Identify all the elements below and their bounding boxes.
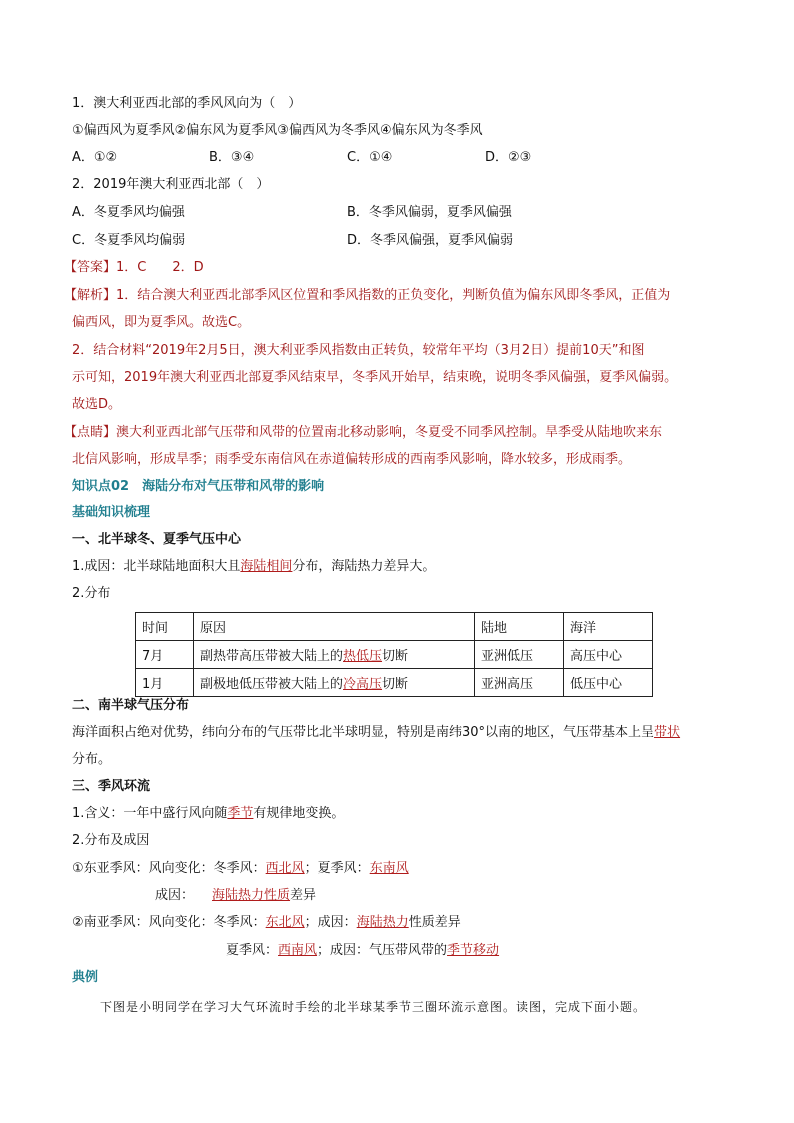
example-text: 下图是小明同学在学习大气环流时手绘的北半球某季节三圈环流示意图。读图，完成下面小题。 [100,1000,647,1014]
analysis-line-3: 2．结合材料“2019年2月5日，澳大利亚季风指数由正转负，较常年平均（3月2日）提前10天”和图 [72,343,645,358]
row-reason-pre: 副极地低压带被大陆上的 [200,677,344,692]
header-sea: 海洋 [564,613,653,641]
comment-tag: 【点睛】 [64,425,117,440]
answer-tag: 【答案】 [64,260,117,275]
q2-option-d: D．冬季风偏强，夏季风偏弱 [347,233,514,248]
part1-heading: 一、北半球冬、夏季气压中心 [72,532,242,547]
row-reason [194,641,475,669]
part1-dist: 2.分布 [72,586,111,601]
sa-cause-post: 性质差异 [408,915,461,930]
part1-cause [72,558,435,576]
ea-pre: ①东亚季风：风向变化：冬季风： [72,861,266,876]
east-asia-cause [155,887,316,905]
analysis-text-1: 1．结合澳大利亚西北部季风区位置和季风指数的正负变化，判断负值为偏东风即冬季风，正值为 [116,288,671,303]
sa-winter: 东北风 [265,915,305,930]
ea-cause-post: 差异 [290,888,317,903]
sa-mid: ；成因： [304,915,357,930]
part3-heading: 三、季风环流 [72,779,151,794]
part2-line-1-pre: 海洋面积占绝对优势，纬向分布的气压带比北半球明显，特别是南纬30°以南的地区，气压带基本上呈 [72,725,655,740]
q1-stem: 1．澳大利亚西北部的季风风向为（ ） [72,96,302,111]
row-land: 亚洲低压 [475,641,564,669]
part3-def-post: 有规律地变换。 [253,806,345,821]
sa-pre: ②南亚季风：风向变化：冬季风： [72,915,266,930]
q2-option-a: A．冬夏季风均偏强 [72,205,185,220]
q2-option-b: B．冬季风偏弱，夏季风偏强 [347,205,512,220]
q1-option-d: D．②③ [485,150,532,165]
row-sea: 高压中心 [564,641,653,669]
part3-definition [72,805,344,823]
analysis-tag: 【解析】 [64,288,117,303]
answer-line [64,259,204,277]
q1-items: ①偏西风为夏季风②偏东风为夏季风③偏西风为冬季风④偏东风为冬季风 [72,123,483,138]
analysis-line-4: 示可知，2019年澳大利亚西北部夏季风结束早，冬季风开始早，结束晚，说明冬季风偏强，夏季风偏弱。 [72,370,678,385]
sa-summer-label: 夏季风： [226,943,279,958]
table-row [136,641,653,669]
sa-summer-mid: ；成因：气压带风带的 [317,943,448,958]
example-heading: 典例 [72,970,99,985]
row-land: 亚洲高压 [475,669,564,697]
row-reason-pre: 副热带高压带被大陆上的 [200,649,344,664]
header-land: 陆地 [475,613,564,641]
section-title: 知识点02 海陆分布对气压带和风带的影响 [72,479,325,494]
part3-def-pre: 1.含义：一年中盛行风向随 [72,806,228,821]
ea-cause-label: 成因： [155,888,195,903]
answer-text: 1．C 2．D [116,260,204,275]
ea-summer: 东南风 [369,861,409,876]
part1-cause-post: 分布，海陆热力差异大。 [292,559,436,574]
table-header-row [136,613,653,641]
part3-dist: 2.分布及成因 [72,833,150,848]
part1-cause-pre: 1.成因：北半球陆地面积大且 [72,559,241,574]
comment-line-1 [64,424,662,442]
q1-option-b: B．③④ [209,150,255,165]
sa-cause-key: 海陆热力 [356,915,409,930]
part2-line-2: 分布。 [72,752,112,767]
analysis-line-5: 故选D。 [72,397,122,412]
sa-summer: 西南风 [278,943,318,958]
analysis-line-2: 偏西风，即为夏季风。故选C。 [72,315,251,330]
row-reason-key: 冷高压 [343,677,383,692]
row-time: 1月 [136,669,194,697]
comment-text-1: 澳大利亚西北部气压带和风带的位置南北移动影响，冬夏受不同季风控制。旱季受从陆地吹来东 [116,425,663,440]
q1-option-a: A．①② [72,150,118,165]
ea-cause-key: 海陆热力性质 [212,888,291,903]
row-reason-post: 切断 [382,649,409,664]
south-asia-monsoon [72,914,461,932]
part2-heading: 二、南半球气压分布 [72,698,190,713]
part2-line-1-key: 带状 [654,725,681,740]
q1-option-c: C．①④ [347,150,393,165]
header-time: 时间 [136,613,194,641]
east-asia-monsoon [72,860,409,878]
part3-def-key: 季节 [227,806,254,821]
analysis-line-1 [64,287,670,305]
sa-summer-key: 季节移动 [447,943,500,958]
section-subtitle: 基础知识梳理 [72,505,151,520]
part2-line-1 [72,724,680,742]
row-time: 7月 [136,641,194,669]
header-reason: 原因 [194,613,475,641]
table-row [136,669,653,697]
part1-cause-key: 海陆相间 [240,559,293,574]
q2-stem: 2．2019年澳大利亚西北部（ ） [72,177,270,192]
row-reason [194,669,475,697]
row-reason-post: 切断 [382,677,409,692]
row-reason-key: 热低压 [343,649,383,664]
south-asia-summer [226,942,499,960]
comment-line-2: 北信风影响，形成旱季；雨季受东南信风在赤道偏转形成的西南季风影响，降水较多，形成雨季。 [72,452,632,467]
ea-winter: 西北风 [265,861,305,876]
q2-option-c: C．冬夏季风均偏弱 [72,233,186,248]
row-sea: 低压中心 [564,669,653,697]
ea-mid: ；夏季风： [304,861,370,876]
pressure-table [135,612,653,697]
